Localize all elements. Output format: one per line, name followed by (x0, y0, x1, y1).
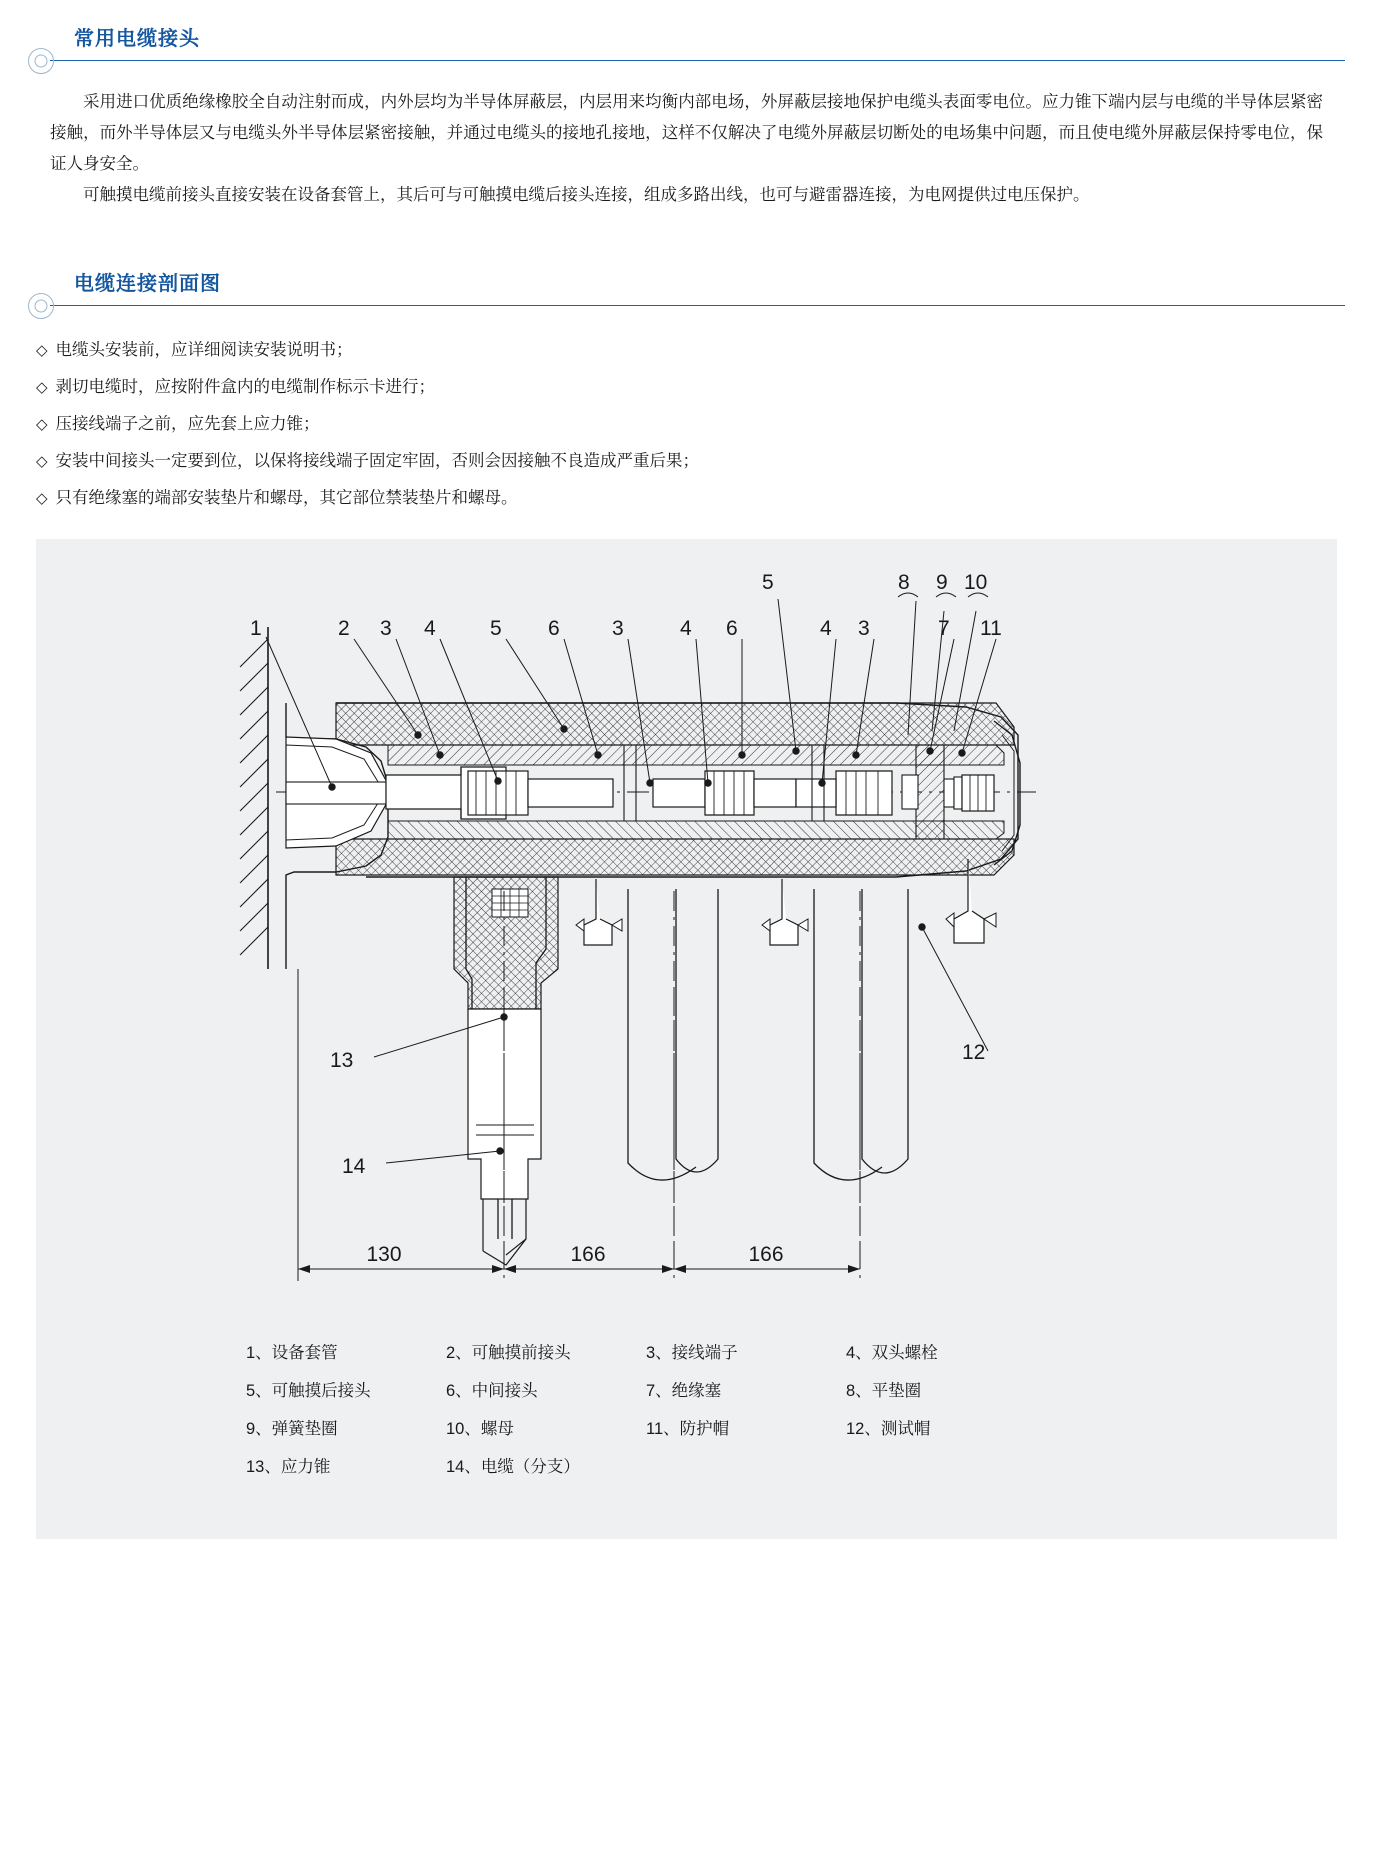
callout-6b: 6 (726, 617, 738, 640)
dimension-130: 130 (366, 1243, 402, 1266)
legend-item: 7、绝缘塞 (646, 1382, 722, 1400)
legend-item: 10、螺母 (446, 1420, 514, 1438)
section-heading-2 (50, 269, 1345, 306)
legend-row (246, 1453, 1046, 1477)
diamond-icon: ◇ (36, 416, 48, 433)
legend (246, 1339, 1046, 1491)
legend-item: 11、防护帽 (646, 1420, 730, 1438)
paragraph-1: 采用进口优质绝缘橡胶全自动注射而成，内外层均为半导体屏蔽层，内层用来均衡内部电场，外屏蔽层接地保护电缆头表面零电位。应力锥下端内层与电缆的半导体层紧密接触，而外半导体层又与电缆头外半导体层紧密接触，并通过电缆头的接地孔接地，这样不仅解决了电缆外屏蔽层切断处的电场集中问题，而且使电缆外屏蔽层保持零电位，保证人身安全。 (50, 93, 1323, 173)
page (0, 24, 1373, 1872)
legend-item: 3、接线端子 (646, 1344, 738, 1362)
callout-3b: 3 (612, 617, 624, 640)
callout-3: 3 (380, 617, 392, 640)
legend-item: 14、电缆（分支） (446, 1458, 580, 1476)
list-item-text: 安装中间接头一定要到位，以保将接线端子固定牢固，否则会因接触不良造成严重后果； (55, 452, 700, 470)
callout-6: 6 (548, 617, 560, 640)
section-title: 电缆连接剖面图 (74, 273, 221, 295)
callout-1: 1 (250, 617, 262, 640)
list-item (36, 406, 1335, 443)
diamond-icon: ◇ (36, 342, 48, 359)
list-item (36, 480, 1335, 517)
callout-4c: 4 (820, 617, 832, 640)
legend-item: 6、中间接头 (446, 1382, 538, 1400)
legend-row (246, 1415, 1046, 1439)
callout-11: 11 (980, 617, 1002, 640)
legend-item: 9、弹簧垫圈 (246, 1420, 338, 1438)
callout-5b: 5 (762, 571, 774, 594)
list-item-text: 电缆头安装前，应详细阅读安装说明书； (55, 341, 353, 359)
intro-paragraphs (50, 87, 1323, 211)
legend-item: 4、双头螺栓 (846, 1344, 938, 1362)
legend-item: 13、应力锥 (246, 1458, 331, 1476)
installation-notes (36, 332, 1335, 517)
callout-9: 9 (936, 571, 948, 594)
callout-13: 13 (330, 1049, 354, 1072)
legend-item: 1、设备套管 (246, 1344, 338, 1362)
legend-row (246, 1339, 1046, 1363)
list-item (36, 369, 1335, 406)
callout-8: 8 (898, 571, 910, 594)
callout-7: 7 (938, 617, 950, 640)
cable-joint-drawing (36, 539, 1337, 1339)
callout-4: 4 (424, 617, 436, 640)
callout-4b: 4 (680, 617, 692, 640)
diamond-icon: ◇ (36, 453, 48, 470)
legend-item: 12、测试帽 (846, 1420, 931, 1438)
diamond-icon: ◇ (36, 490, 48, 507)
diamond-icon: ◇ (36, 379, 48, 396)
callout-3c: 3 (858, 617, 870, 640)
callout-14: 14 (342, 1155, 366, 1178)
legend-item: 2、可触摸前接头 (446, 1344, 571, 1362)
dimension-166-b: 166 (748, 1243, 784, 1266)
list-item (36, 332, 1335, 369)
list-item-text: 只有绝缘塞的端部安装垫片和螺母，其它部位禁装垫片和螺母。 (55, 489, 518, 507)
list-item-text: 剥切电缆时，应按附件盒内的电缆制作标示卡进行； (55, 378, 436, 396)
legend-item: 5、可触摸后接头 (246, 1382, 371, 1400)
list-item (36, 443, 1335, 480)
legend-item: 8、平垫圈 (846, 1382, 922, 1400)
section-title: 常用电缆接头 (74, 28, 200, 50)
section-heading-1 (50, 24, 1345, 61)
dimension-166-a: 166 (570, 1243, 606, 1266)
cable-joint-section-figure (36, 539, 1337, 1539)
legend-row (246, 1377, 1046, 1401)
callout-10: 10 (964, 571, 988, 594)
paragraph-2: 可触摸电缆前接头直接安装在设备套管上，其后可与可触摸电缆后接头连接，组成多路出线，也可与避雷器连接，为电网提供过电压保护。 (83, 186, 1090, 204)
callout-5: 5 (490, 617, 502, 640)
callout-2: 2 (338, 617, 350, 640)
ring-bullet-icon (28, 48, 54, 74)
list-item-text: 压接线端子之前，应先套上应力锥； (55, 415, 320, 433)
ring-bullet-icon (28, 293, 54, 319)
callout-12: 12 (962, 1041, 986, 1064)
